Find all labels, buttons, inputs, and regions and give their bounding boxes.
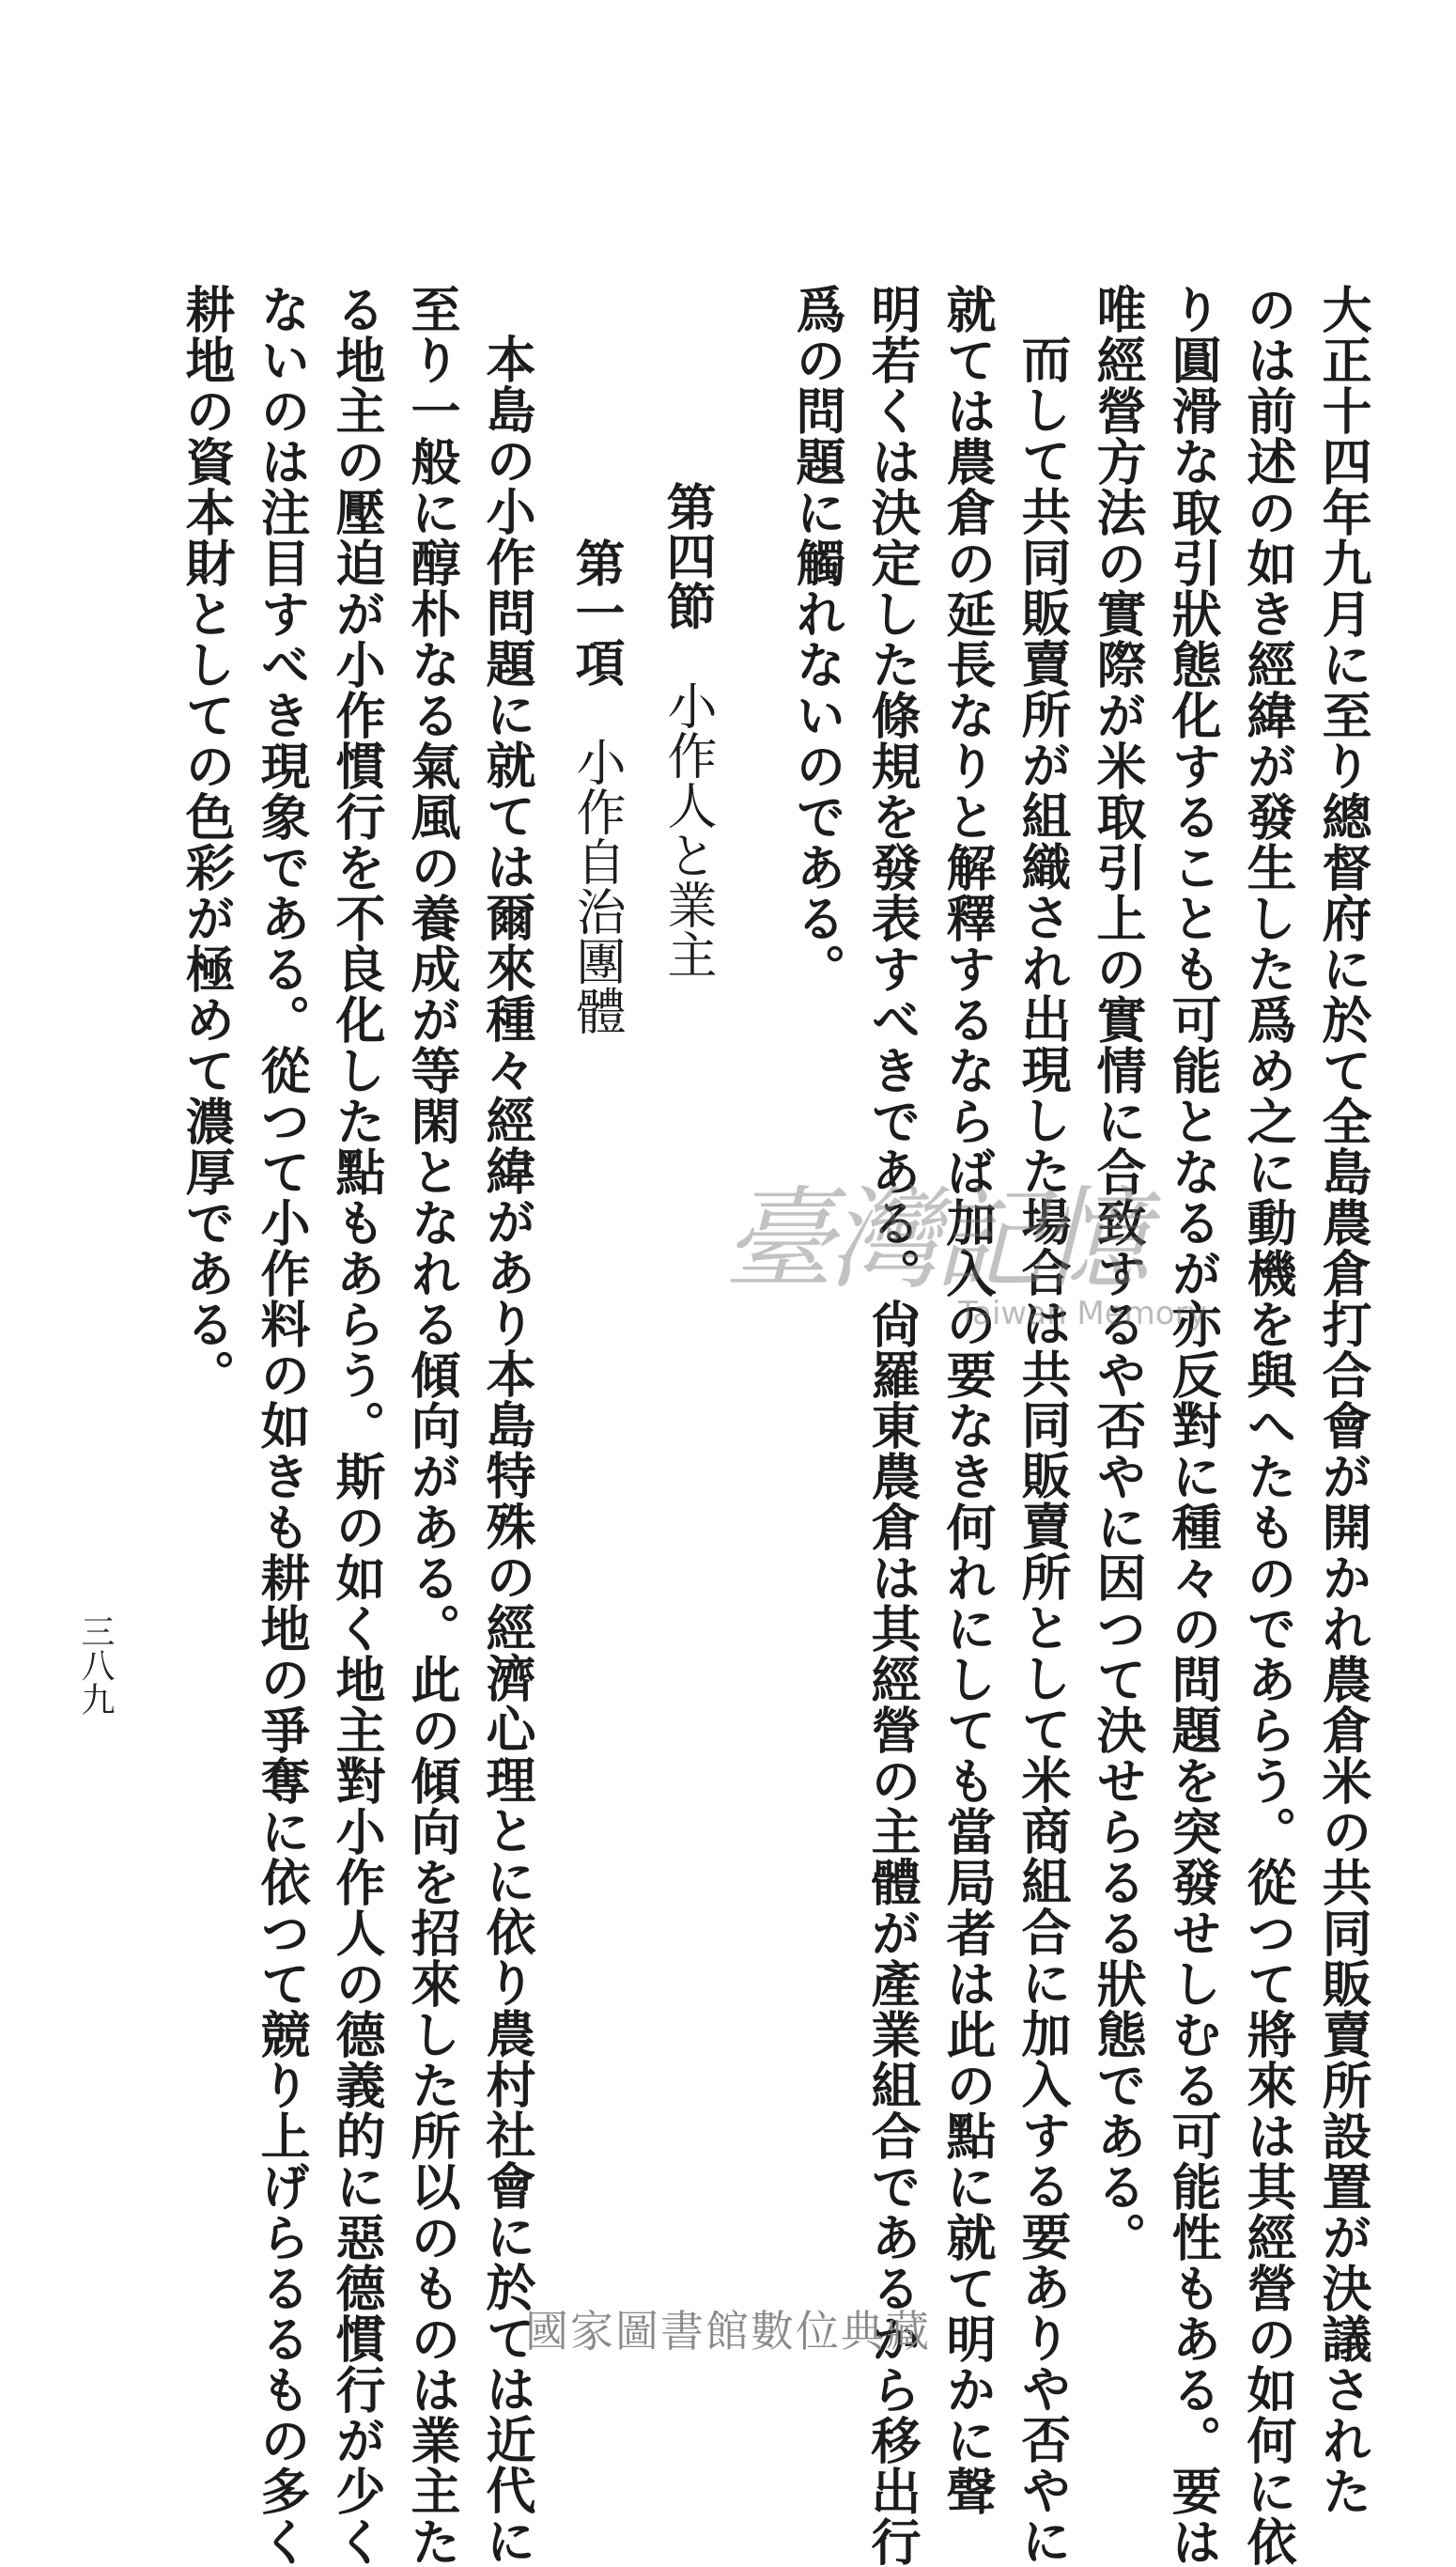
- body-column: 而して共同販賣所が組織され出現した場合は共同販賣所として米商組合に加入する要ありや否やに: [1014, 334, 1072, 2566]
- body-column: 耕地の資本財としての色彩が極めて濃厚である。: [178, 284, 236, 1400]
- section-heading: [658, 481, 717, 979]
- body-column: る地主の壓迫が小作慣行を不良化した點もあらう。斯の如く地主對小作人の德義的に惡德慣行が少く: [328, 284, 386, 2567]
- body-column: 大正十四年九月に至り總督府に於て全島農倉打合會が開かれ農倉米の共同販賣所設置が決議された: [1314, 284, 1372, 2516]
- item-number: 第一項: [567, 537, 626, 687]
- body-column: ないのは注目すべき現象である。從つて小作料の如きも耕地の爭奪に依つて競り上げらるるもの多く: [253, 284, 311, 2567]
- section-number: 第四節: [658, 481, 717, 630]
- body-column: り圓滑な取引狀態化することも可能となるが亦反對に種々の問題を突發せしむる可能性もある。要は: [1164, 284, 1222, 2567]
- watermark-logo: [723, 1175, 1249, 1353]
- watermark-english: Taiwan Memory: [958, 1295, 1207, 1332]
- watermark-chinese: 臺灣記憶: [723, 1175, 1145, 1304]
- page-number: 三八九: [76, 1614, 115, 1716]
- footer-archive-label: 國家圖書館數位典藏: [525, 2306, 931, 2357]
- item-title: 小作自治團體: [568, 737, 626, 1035]
- body-column: 本島の小作問題に就ては爾來種々經緯があり本島特殊の經濟心理とに依り農村社會に於ては近代に: [478, 334, 536, 2566]
- body-column: 唯經營方法の實際が米取引上の實情に合致するや否やに因つて決せらるる狀態である。: [1089, 284, 1147, 2263]
- section-title: 小作人と業主: [659, 680, 717, 979]
- section-gap: [659, 630, 717, 680]
- body-column: 爲の問題に觸れないのである。: [788, 284, 846, 994]
- item-gap: [568, 687, 626, 737]
- body-column: 就ては農倉の延長なりと解釋するならば加入の要なき何れにしても當局者は此の點に就て明かに聲: [938, 284, 997, 2516]
- body-column: のは前述の如き經緯が發生した爲め之に動機を與へたものであらう。從つて將來は其經營の如何に依: [1239, 284, 1297, 2567]
- item-heading: [567, 537, 626, 1035]
- body-column: 至り一般に醇朴なる氣風の養成が等閑となれる傾向がある。此の傾向を招來した所以のものは業主た: [403, 284, 461, 2567]
- body-column: 明若くは決定した條規を發表すべきである。尙羅東農倉は其經營の主體が產業組合であるから移出行: [863, 284, 922, 2567]
